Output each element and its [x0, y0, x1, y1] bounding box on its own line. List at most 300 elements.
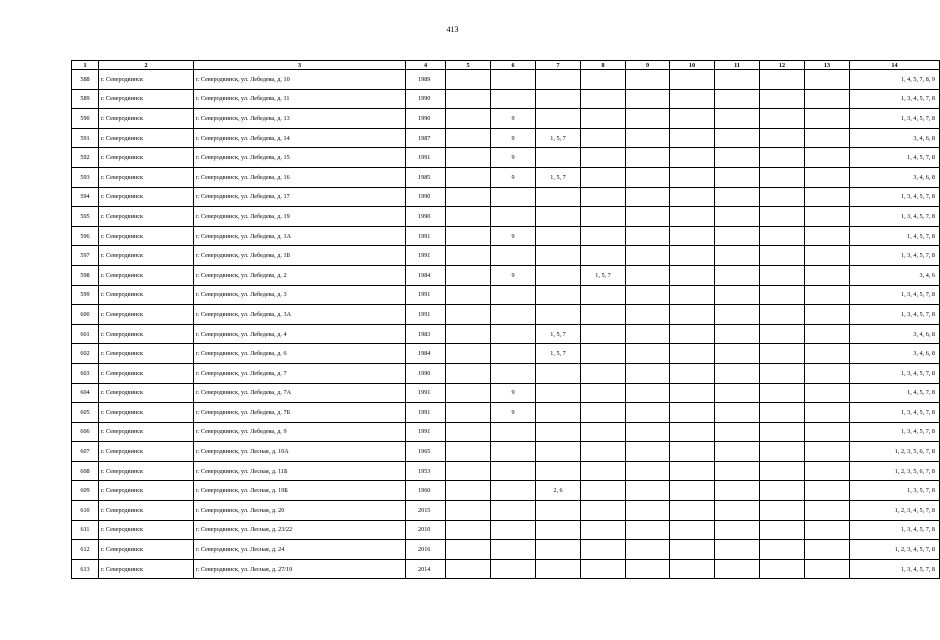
- col6-cell: [491, 540, 536, 560]
- col9-cell: [626, 109, 670, 129]
- col6-cell: [491, 187, 536, 207]
- col5-cell: [446, 128, 491, 148]
- year-cell: 1990: [406, 207, 446, 227]
- col9-cell: [626, 344, 670, 364]
- city-cell: г. Северодвинск: [99, 285, 194, 305]
- col14-cell: 3, 4, 6, 8: [850, 344, 940, 364]
- col11-cell: [715, 501, 760, 521]
- address-cell: г. Северодвинск, ул. Лебедева, д. 7Б: [194, 403, 406, 423]
- col7-cell: [536, 148, 581, 168]
- col12-cell: [760, 70, 805, 90]
- row-number: 597: [72, 246, 99, 266]
- col8-cell: [581, 226, 626, 246]
- col10-cell: [670, 442, 715, 462]
- col9-cell: [626, 363, 670, 383]
- col5-cell: [446, 70, 491, 90]
- col14-cell: 1, 3, 4, 5, 7, 8: [850, 520, 940, 540]
- col11-cell: [715, 89, 760, 109]
- col14-cell: 1, 4, 5, 7, 8, 9: [850, 70, 940, 90]
- year-cell: 1960: [406, 481, 446, 501]
- col11-cell: [715, 187, 760, 207]
- year-cell: 1984: [406, 265, 446, 285]
- col12-cell: [760, 383, 805, 403]
- address-cell: г. Северодвинск, ул. Лебедева, д. 17: [194, 187, 406, 207]
- col7-cell: [536, 501, 581, 521]
- col6-cell: [491, 207, 536, 227]
- col14-cell: 3, 4, 6: [850, 265, 940, 285]
- table-row: [72, 187, 940, 207]
- col7-cell: 1, 5, 7: [536, 128, 581, 148]
- table-row: [72, 559, 940, 579]
- table-row: [72, 305, 940, 325]
- col12-cell: [760, 226, 805, 246]
- col6-cell: 9: [491, 403, 536, 423]
- address-cell: г. Северодвинск, ул. Лебедева, д. 16: [194, 167, 406, 187]
- col6-cell: [491, 422, 536, 442]
- col5-cell: [446, 207, 491, 227]
- col13-cell: [805, 285, 850, 305]
- col12-cell: [760, 109, 805, 129]
- table-body: [72, 70, 940, 579]
- table-row: [72, 481, 940, 501]
- city-cell: г. Северодвинск: [99, 363, 194, 383]
- col8-cell: [581, 442, 626, 462]
- col8-cell: [581, 344, 626, 364]
- city-cell: г. Северодвинск: [99, 501, 194, 521]
- col7-cell: [536, 109, 581, 129]
- col7-cell: 2, 6: [536, 481, 581, 501]
- table-row: [72, 246, 940, 266]
- address-cell: г. Северодвинск, ул. Лесная, д. 24: [194, 540, 406, 560]
- col13-cell: [805, 246, 850, 266]
- col9-cell: [626, 481, 670, 501]
- table-row: [72, 363, 940, 383]
- city-cell: г. Северодвинск: [99, 442, 194, 462]
- col10-cell: [670, 305, 715, 325]
- row-number: 609: [72, 481, 99, 501]
- column-header-9: 9: [626, 61, 670, 70]
- col7-cell: [536, 265, 581, 285]
- city-cell: г. Северодвинск: [99, 265, 194, 285]
- col5-cell: [446, 305, 491, 325]
- col11-cell: [715, 128, 760, 148]
- col8-cell: [581, 109, 626, 129]
- address-cell: г. Северодвинск, ул. Лебедева, д. 1А: [194, 226, 406, 246]
- col5-cell: [446, 481, 491, 501]
- year-cell: 1991: [406, 148, 446, 168]
- address-cell: г. Северодвинск, ул. Лебедева, д. 11: [194, 89, 406, 109]
- col6-cell: 9: [491, 265, 536, 285]
- year-cell: 2014: [406, 559, 446, 579]
- col14-cell: 1, 3, 4, 5, 7, 8: [850, 422, 940, 442]
- col8-cell: [581, 246, 626, 266]
- address-cell: г. Северодвинск, ул. Лебедева, д. 14: [194, 128, 406, 148]
- row-number: 613: [72, 559, 99, 579]
- city-cell: г. Северодвинск: [99, 207, 194, 227]
- column-header-2: 2: [99, 61, 194, 70]
- col14-cell: 1, 2, 3, 5, 6, 7, 8: [850, 442, 940, 462]
- col10-cell: [670, 285, 715, 305]
- col9-cell: [626, 226, 670, 246]
- column-header-12: 12: [760, 61, 805, 70]
- col7-cell: [536, 89, 581, 109]
- row-number: 604: [72, 383, 99, 403]
- table-row: [72, 442, 940, 462]
- col7-cell: [536, 187, 581, 207]
- table-row: [72, 89, 940, 109]
- row-number: 592: [72, 148, 99, 168]
- col14-cell: 3, 4, 6, 8: [850, 128, 940, 148]
- col7-cell: 1, 5, 7: [536, 344, 581, 364]
- col10-cell: [670, 559, 715, 579]
- row-number: 607: [72, 442, 99, 462]
- table-row: [72, 148, 940, 168]
- col7-cell: [536, 305, 581, 325]
- col14-cell: 1, 3, 5, 7, 8: [850, 481, 940, 501]
- table-row: [72, 128, 940, 148]
- col10-cell: [670, 148, 715, 168]
- col8-cell: 1, 5, 7: [581, 265, 626, 285]
- city-cell: г. Северодвинск: [99, 109, 194, 129]
- housing-table: [71, 60, 940, 579]
- col10-cell: [670, 383, 715, 403]
- city-cell: г. Северодвинск: [99, 226, 194, 246]
- col9-cell: [626, 501, 670, 521]
- col12-cell: [760, 481, 805, 501]
- col9-cell: [626, 383, 670, 403]
- col7-cell: [536, 559, 581, 579]
- year-cell: 1985: [406, 167, 446, 187]
- col12-cell: [760, 344, 805, 364]
- col7-cell: [536, 520, 581, 540]
- col6-cell: [491, 70, 536, 90]
- row-number: 594: [72, 187, 99, 207]
- col8-cell: [581, 148, 626, 168]
- col7-cell: [536, 363, 581, 383]
- row-number: 602: [72, 344, 99, 364]
- row-number: 595: [72, 207, 99, 227]
- col11-cell: [715, 324, 760, 344]
- row-number: 598: [72, 265, 99, 285]
- col11-cell: [715, 246, 760, 266]
- col9-cell: [626, 422, 670, 442]
- col13-cell: [805, 501, 850, 521]
- col13-cell: [805, 109, 850, 129]
- col13-cell: [805, 344, 850, 364]
- col12-cell: [760, 285, 805, 305]
- table-header-row: [72, 61, 940, 70]
- col5-cell: [446, 226, 491, 246]
- col12-cell: [760, 442, 805, 462]
- col10-cell: [670, 403, 715, 423]
- row-number: 589: [72, 89, 99, 109]
- column-header-8: 8: [581, 61, 626, 70]
- row-number: 593: [72, 167, 99, 187]
- col6-cell: [491, 246, 536, 266]
- col7-cell: [536, 422, 581, 442]
- col9-cell: [626, 148, 670, 168]
- address-cell: г. Северодвинск, ул. Лебедева, д. 1Б: [194, 246, 406, 266]
- col10-cell: [670, 167, 715, 187]
- column-header-13: 13: [805, 61, 850, 70]
- col11-cell: [715, 559, 760, 579]
- col6-cell: [491, 501, 536, 521]
- col12-cell: [760, 540, 805, 560]
- col5-cell: [446, 285, 491, 305]
- table-row: [72, 226, 940, 246]
- col12-cell: [760, 324, 805, 344]
- col13-cell: [805, 422, 850, 442]
- col11-cell: [715, 540, 760, 560]
- col5-cell: [446, 540, 491, 560]
- city-cell: г. Северодвинск: [99, 305, 194, 325]
- col7-cell: [536, 383, 581, 403]
- col11-cell: [715, 109, 760, 129]
- col6-cell: [491, 481, 536, 501]
- col7-cell: [536, 442, 581, 462]
- city-cell: г. Северодвинск: [99, 324, 194, 344]
- col8-cell: [581, 305, 626, 325]
- col10-cell: [670, 226, 715, 246]
- year-cell: 1991: [406, 305, 446, 325]
- col6-cell: [491, 442, 536, 462]
- col10-cell: [670, 540, 715, 560]
- year-cell: 1990: [406, 109, 446, 129]
- col5-cell: [446, 324, 491, 344]
- col11-cell: [715, 520, 760, 540]
- city-cell: г. Северодвинск: [99, 89, 194, 109]
- row-number: 591: [72, 128, 99, 148]
- col5-cell: [446, 520, 491, 540]
- col9-cell: [626, 540, 670, 560]
- col11-cell: [715, 461, 760, 481]
- col12-cell: [760, 187, 805, 207]
- address-cell: г. Северодвинск, ул. Лебедева, д. 4: [194, 324, 406, 344]
- year-cell: 1991: [406, 285, 446, 305]
- col12-cell: [760, 559, 805, 579]
- row-number: 588: [72, 70, 99, 90]
- col9-cell: [626, 305, 670, 325]
- col5-cell: [446, 442, 491, 462]
- year-cell: 2010: [406, 520, 446, 540]
- col10-cell: [670, 89, 715, 109]
- address-cell: г. Северодвинск, ул. Лесная, д. 11Б: [194, 461, 406, 481]
- col5-cell: [446, 148, 491, 168]
- city-cell: г. Северодвинск: [99, 481, 194, 501]
- col13-cell: [805, 383, 850, 403]
- col13-cell: [805, 265, 850, 285]
- col14-cell: 1, 2, 3, 4, 5, 7, 8: [850, 540, 940, 560]
- column-header-6: 6: [491, 61, 536, 70]
- col14-cell: 1, 2, 3, 4, 5, 7, 8: [850, 501, 940, 521]
- table-row: [72, 461, 940, 481]
- col10-cell: [670, 422, 715, 442]
- col5-cell: [446, 559, 491, 579]
- col10-cell: [670, 207, 715, 227]
- col9-cell: [626, 246, 670, 266]
- city-cell: г. Северодвинск: [99, 128, 194, 148]
- col13-cell: [805, 520, 850, 540]
- row-number: 605: [72, 403, 99, 423]
- col13-cell: [805, 403, 850, 423]
- table-row: [72, 70, 940, 90]
- city-cell: г. Северодвинск: [99, 461, 194, 481]
- row-number: 596: [72, 226, 99, 246]
- col5-cell: [446, 167, 491, 187]
- col13-cell: [805, 363, 850, 383]
- col5-cell: [446, 363, 491, 383]
- col12-cell: [760, 148, 805, 168]
- city-cell: г. Северодвинск: [99, 187, 194, 207]
- table-row: [72, 403, 940, 423]
- col9-cell: [626, 187, 670, 207]
- col10-cell: [670, 501, 715, 521]
- col10-cell: [670, 324, 715, 344]
- col13-cell: [805, 442, 850, 462]
- col11-cell: [715, 265, 760, 285]
- col6-cell: 9: [491, 109, 536, 129]
- col8-cell: [581, 187, 626, 207]
- address-cell: г. Северодвинск, ул. Лебедева, д. 3: [194, 285, 406, 305]
- col10-cell: [670, 363, 715, 383]
- col6-cell: 9: [491, 167, 536, 187]
- address-cell: г. Северодвинск, ул. Лебедева, д. 7: [194, 363, 406, 383]
- col10-cell: [670, 187, 715, 207]
- col6-cell: [491, 520, 536, 540]
- row-number: 610: [72, 501, 99, 521]
- year-cell: 1990: [406, 89, 446, 109]
- row-number: 606: [72, 422, 99, 442]
- col11-cell: [715, 226, 760, 246]
- col7-cell: [536, 403, 581, 423]
- col11-cell: [715, 167, 760, 187]
- year-cell: 1983: [406, 324, 446, 344]
- col13-cell: [805, 324, 850, 344]
- col9-cell: [626, 207, 670, 227]
- col13-cell: [805, 167, 850, 187]
- row-number: 601: [72, 324, 99, 344]
- city-cell: г. Северодвинск: [99, 422, 194, 442]
- col11-cell: [715, 285, 760, 305]
- col12-cell: [760, 207, 805, 227]
- table-row: [72, 109, 940, 129]
- col13-cell: [805, 89, 850, 109]
- column-header-10: 10: [670, 61, 715, 70]
- row-number: 611: [72, 520, 99, 540]
- table-row: [72, 344, 940, 364]
- col7-cell: [536, 207, 581, 227]
- col14-cell: 1, 3, 4, 5, 7, 8: [850, 285, 940, 305]
- col8-cell: [581, 167, 626, 187]
- year-cell: 1990: [406, 187, 446, 207]
- column-header-11: 11: [715, 61, 760, 70]
- col12-cell: [760, 501, 805, 521]
- row-number: 600: [72, 305, 99, 325]
- col8-cell: [581, 481, 626, 501]
- table-row: [72, 167, 940, 187]
- year-cell: 2016: [406, 540, 446, 560]
- col10-cell: [670, 520, 715, 540]
- col14-cell: 1, 3, 4, 5, 7, 8: [850, 187, 940, 207]
- col9-cell: [626, 70, 670, 90]
- col7-cell: 1, 5, 7: [536, 324, 581, 344]
- col9-cell: [626, 285, 670, 305]
- col7-cell: 1, 5, 7: [536, 167, 581, 187]
- year-cell: 1965: [406, 442, 446, 462]
- column-header-1: 1: [72, 61, 99, 70]
- year-cell: 2015: [406, 501, 446, 521]
- address-cell: г. Северодвинск, ул. Лебедева, д. 15: [194, 148, 406, 168]
- col7-cell: [536, 540, 581, 560]
- col5-cell: [446, 344, 491, 364]
- city-cell: г. Северодвинск: [99, 167, 194, 187]
- col11-cell: [715, 422, 760, 442]
- col12-cell: [760, 265, 805, 285]
- city-cell: г. Северодвинск: [99, 246, 194, 266]
- col5-cell: [446, 246, 491, 266]
- col12-cell: [760, 461, 805, 481]
- col11-cell: [715, 383, 760, 403]
- col14-cell: 1, 4, 5, 7, 8: [850, 226, 940, 246]
- col10-cell: [670, 70, 715, 90]
- col8-cell: [581, 207, 626, 227]
- col8-cell: [581, 128, 626, 148]
- col6-cell: [491, 344, 536, 364]
- col12-cell: [760, 89, 805, 109]
- col6-cell: 9: [491, 226, 536, 246]
- year-cell: 1991: [406, 403, 446, 423]
- col13-cell: [805, 187, 850, 207]
- address-cell: г. Северодвинск, ул. Лесная, д. 10А: [194, 442, 406, 462]
- col9-cell: [626, 442, 670, 462]
- col6-cell: [491, 363, 536, 383]
- col9-cell: [626, 167, 670, 187]
- address-cell: г. Северодвинск, ул. Лебедева, д. 3А: [194, 305, 406, 325]
- col6-cell: [491, 559, 536, 579]
- col5-cell: [446, 89, 491, 109]
- col11-cell: [715, 70, 760, 90]
- year-cell: 1953: [406, 461, 446, 481]
- col9-cell: [626, 403, 670, 423]
- col8-cell: [581, 559, 626, 579]
- address-cell: г. Северодвинск, ул. Лесная, д. 20: [194, 501, 406, 521]
- col8-cell: [581, 422, 626, 442]
- row-number: 608: [72, 461, 99, 481]
- city-cell: г. Северодвинск: [99, 520, 194, 540]
- year-cell: 1991: [406, 226, 446, 246]
- col6-cell: [491, 461, 536, 481]
- col7-cell: [536, 70, 581, 90]
- col12-cell: [760, 167, 805, 187]
- address-cell: г. Северодвинск, ул. Лесная, д. 27/19: [194, 559, 406, 579]
- col13-cell: [805, 461, 850, 481]
- col6-cell: [491, 305, 536, 325]
- col10-cell: [670, 481, 715, 501]
- year-cell: 1991: [406, 383, 446, 403]
- row-number: 599: [72, 285, 99, 305]
- row-number: 612: [72, 540, 99, 560]
- column-header-14: 14: [850, 61, 940, 70]
- address-cell: г. Северодвинск, ул. Лебедева, д. 19: [194, 207, 406, 227]
- col5-cell: [446, 461, 491, 481]
- col7-cell: [536, 226, 581, 246]
- col10-cell: [670, 344, 715, 364]
- col12-cell: [760, 363, 805, 383]
- col13-cell: [805, 70, 850, 90]
- col14-cell: 1, 3, 4, 5, 7, 8: [850, 246, 940, 266]
- col12-cell: [760, 422, 805, 442]
- col8-cell: [581, 70, 626, 90]
